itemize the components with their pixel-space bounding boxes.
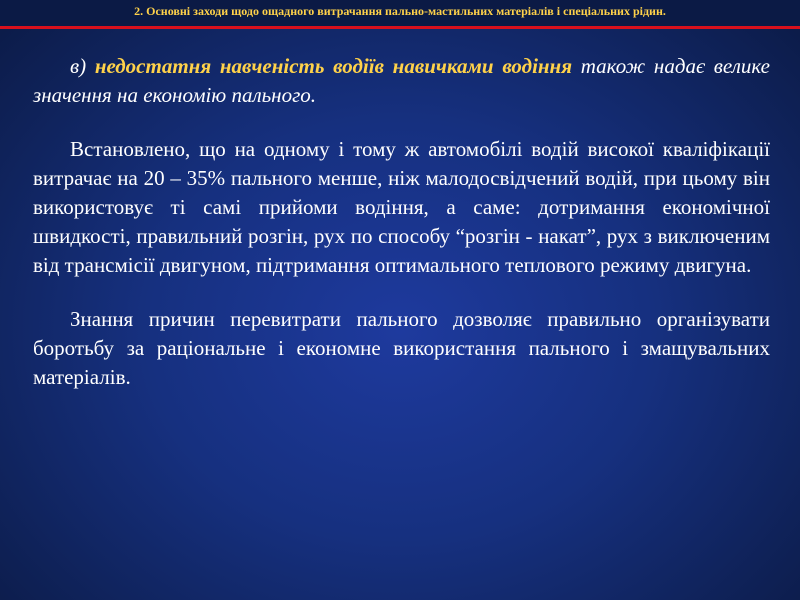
highlighted-phrase: недостатня навченість водіїв навичками водіння (94, 54, 573, 78)
paragraph-conclusion: Знання причин перевитрати пального дозволяє правильно організувати боротьбу за раціональне і економне використання пального і змащувальних матеріалів. (33, 307, 770, 389)
slide-content (33, 52, 770, 417)
paragraph-findings: Встановлено, що на одному і тому ж автомобілі водій високої кваліфікації витрачає на 20 – 35% пального менше, ніж малодосвідчений водій, при цьому він використовує ті самі прийоми водіння, а саме: дотримання економічної швидкості, правильний розгін, рух по способу “розгін - накат”, рух з виключеним від трансмісії двигуном, підтримання оптимального теплового режиму двигуна. (33, 137, 770, 277)
paragraph-intro (33, 52, 770, 110)
header-divider (0, 26, 800, 29)
intro-continuation: також надає велике значення на економію пального. (33, 54, 770, 107)
header-bar (0, 0, 800, 26)
list-marker: в) (70, 54, 87, 78)
slide-header-title: 2. Основні заходи щодо ощадного витрачання пально-мастильних матеріалів і спеціальних рідин. (134, 4, 666, 18)
